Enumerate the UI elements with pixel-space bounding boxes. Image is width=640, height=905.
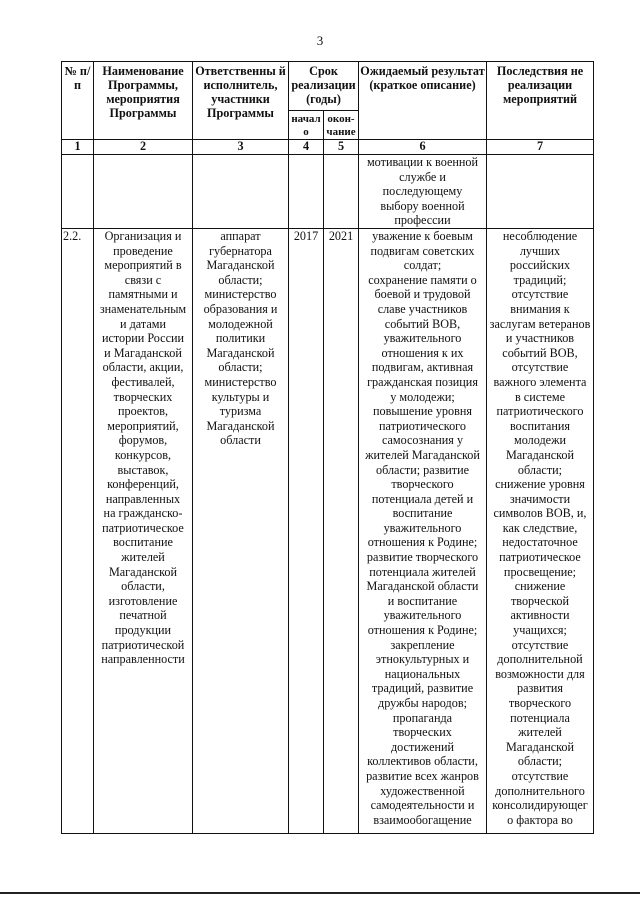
- cell-line: отсутствие: [511, 287, 569, 302]
- cell-line: патриотической: [101, 637, 185, 652]
- cell-line: творческих: [113, 389, 173, 404]
- header-period: Срок реализации (годы): [289, 62, 359, 111]
- cell-line: сохранение памяти о: [368, 272, 477, 287]
- cell-line: жителей: [518, 725, 562, 740]
- cell-line: художественной: [380, 783, 465, 798]
- cell-line: отсутствие: [511, 360, 569, 375]
- cell-line: конференций,: [107, 477, 179, 492]
- cell-line: мотивации к военной: [366, 155, 479, 169]
- cell-line: изготовление: [108, 593, 178, 608]
- cell-line: воспитания: [509, 418, 571, 433]
- cell-line: традиций;: [513, 272, 567, 287]
- header-name: Наименование Программы, мероприятия Программы: [94, 62, 193, 140]
- row-end: [324, 155, 359, 229]
- cell-line: патриотического: [379, 418, 466, 433]
- row-start: 2017: [289, 229, 324, 834]
- cell-line: фестивалей,: [111, 374, 175, 389]
- cell-line: мероприятий в: [104, 258, 182, 273]
- column-number: 6: [359, 140, 487, 155]
- cell-line: памятными и: [108, 287, 178, 302]
- cell-line: возможности для: [495, 666, 585, 681]
- cell-line: выбору военной: [380, 198, 465, 213]
- cell-line: направленных: [105, 491, 181, 506]
- row-responsible: [193, 155, 289, 229]
- cell-line: культуры и: [211, 389, 270, 404]
- cell-line: губернатора: [209, 243, 272, 258]
- page-number: 3: [316, 33, 324, 48]
- cell-line: области;: [517, 754, 563, 769]
- cell-line: активности: [510, 608, 570, 623]
- cell-line: жителей Магаданской: [365, 447, 480, 462]
- cell-line: туризма: [219, 404, 262, 419]
- cell-line: профессии: [394, 213, 451, 228]
- cell-line: потенциала жителей: [369, 564, 476, 579]
- cell-line: славе участников: [377, 301, 468, 316]
- cell-line: жителей: [121, 550, 165, 565]
- cell-line: просвещение;: [503, 564, 577, 579]
- header-expected: Ожидаемый результат (краткое описание): [359, 62, 487, 140]
- cell-line: отношения к Родине;: [367, 623, 478, 638]
- row-consequences: [487, 229, 594, 834]
- cell-line: заслугам ветеранов: [489, 316, 591, 331]
- cell-line: этнокультурных и: [375, 652, 470, 667]
- cell-line: связи с: [124, 272, 162, 287]
- cell-line: взаимообогащение: [373, 812, 472, 827]
- row-end: 2021: [324, 229, 359, 834]
- cell-line: Магаданской области: [366, 579, 479, 594]
- cell-line: подвигам советских: [370, 243, 475, 258]
- row-consequences: [487, 155, 594, 229]
- cell-line: области;: [218, 360, 263, 375]
- cell-line: знаменательным: [99, 301, 187, 316]
- cell-line: гражданская позиция: [367, 374, 478, 389]
- cell-line: молодежной: [208, 316, 273, 331]
- header-consequences: Последствия не реализации мероприятий: [487, 62, 594, 140]
- cell-line: Магаданской: [206, 345, 275, 360]
- cell-line: последующему: [382, 184, 463, 199]
- cell-line: в системе: [515, 389, 565, 404]
- cell-line: достижений: [390, 739, 455, 754]
- cell-line: дружбы народов;: [378, 696, 467, 710]
- cell-line: печатной: [119, 608, 167, 623]
- column-number: 3: [193, 140, 289, 155]
- cell-line: дополнительного: [495, 783, 585, 798]
- column-number: 1: [62, 140, 94, 155]
- cell-line: форумов,: [118, 433, 168, 448]
- row-expected: [359, 155, 487, 229]
- cell-line: патриотическое: [102, 520, 184, 535]
- cell-line: уважительного: [383, 331, 462, 346]
- cell-line: отсутствие: [511, 637, 569, 652]
- cell-line: истории России: [101, 331, 185, 346]
- cell-line: потенциала детей и: [371, 491, 474, 506]
- column-number: 7: [487, 140, 594, 155]
- cell-line: как следствие,: [502, 520, 578, 535]
- column-number: 2: [94, 140, 193, 155]
- cell-line: области;: [218, 272, 263, 287]
- cell-line: службе и: [399, 169, 446, 184]
- cell-line: министерство: [204, 287, 277, 302]
- table-row: [62, 155, 594, 229]
- column-number: 5: [324, 140, 359, 155]
- cell-line: конкурсов,: [114, 447, 172, 462]
- cell-line: снижение: [514, 579, 566, 594]
- cell-line: воспитание: [113, 535, 173, 550]
- cell-line: потенциала: [510, 710, 570, 725]
- cell-line: Магаданской: [505, 739, 575, 754]
- cell-line: повышение уровня: [372, 404, 473, 419]
- cell-line: творческой: [510, 593, 570, 608]
- cell-line: снижение уровня: [495, 477, 585, 492]
- cell-line: развитие творческого: [366, 550, 479, 565]
- cell-line: национальных: [384, 666, 461, 681]
- header-responsible: Ответственны й исполнитель, участники Программы: [193, 62, 289, 140]
- cell-line: закрепление: [390, 637, 455, 652]
- cell-line: Магаданской: [206, 258, 275, 273]
- cell-line: образования и: [203, 301, 278, 316]
- cell-line: Магаданской: [108, 564, 178, 579]
- cell-line: области: [220, 433, 261, 448]
- cell-line: событий ВОВ,: [384, 316, 461, 331]
- cell-line: и Магаданской: [104, 345, 182, 360]
- cell-line: уважительного: [383, 608, 462, 623]
- cell-line: Магаданской: [206, 418, 275, 433]
- cell-line: традиций, развитие: [371, 681, 474, 696]
- cell-line: и участников: [505, 331, 575, 346]
- cell-line: проведение: [113, 243, 173, 258]
- program-table: [61, 61, 594, 834]
- cell-line: о фактора во: [507, 812, 573, 827]
- column-numbers-row: [62, 140, 594, 155]
- cell-line: продукции: [114, 623, 172, 638]
- cell-line: коллективов области,: [367, 754, 478, 769]
- cell-line: недостаточное: [502, 535, 578, 550]
- row-responsible: [193, 229, 289, 834]
- cell-line: значимости: [509, 491, 571, 506]
- row-expected: [359, 229, 487, 834]
- cell-line: символов ВОВ, и,: [493, 506, 587, 521]
- header-end: окон-чание: [324, 111, 359, 140]
- header-start: начал о: [289, 111, 324, 140]
- cell-line: творческих: [393, 725, 452, 740]
- cell-line: молодежи: [513, 433, 567, 448]
- cell-line: министерство: [204, 374, 277, 389]
- cell-line: Магаданской: [505, 447, 575, 462]
- cell-line: Организация и: [104, 229, 182, 243]
- cell-line: на гражданско-: [103, 506, 183, 521]
- row-name: [94, 229, 193, 834]
- row-num: [62, 155, 94, 229]
- cell-line: воспитание: [392, 506, 453, 521]
- cell-line: уважительного: [383, 520, 462, 535]
- cell-line: консолидирующег: [492, 798, 588, 813]
- cell-line: самодеятельности и: [370, 798, 475, 813]
- cell-line: патриотического: [496, 404, 584, 419]
- cell-line: боевой и трудовой: [374, 287, 471, 302]
- table-row: [62, 229, 594, 834]
- cell-line: у молодежи;: [390, 389, 455, 404]
- cell-line: развитие всех жанров: [366, 768, 479, 783]
- cell-line: политики: [215, 331, 266, 346]
- cell-line: области, акции,: [102, 360, 184, 375]
- cell-line: развития: [516, 681, 564, 696]
- footer-rule: [0, 892, 640, 894]
- cell-line: событий ВОВ,: [502, 345, 578, 360]
- cell-line: самосознания у: [381, 433, 464, 448]
- cell-line: российских: [509, 258, 571, 273]
- row-name: [94, 155, 193, 229]
- cell-line: аппарат: [220, 229, 261, 243]
- cell-line: внимания к: [510, 301, 570, 316]
- row-num: 2.2.: [62, 229, 94, 834]
- cell-line: солдат;: [403, 258, 442, 273]
- cell-line: и датами: [120, 316, 166, 331]
- cell-line: дополнительной: [497, 652, 583, 667]
- row-start: [289, 155, 324, 229]
- cell-line: пропаганда: [392, 710, 453, 725]
- cell-line: лучших: [519, 243, 561, 258]
- cell-line: проектов,: [117, 404, 169, 419]
- cell-line: направленности: [101, 652, 185, 667]
- cell-line: творческого: [391, 477, 454, 492]
- cell-line: отношения к их: [381, 345, 464, 360]
- cell-line: области; развитие: [375, 462, 470, 477]
- cell-line: мероприятий,: [107, 418, 179, 433]
- cell-line: творческого: [508, 696, 572, 710]
- header-num: № п/п: [62, 62, 94, 140]
- cell-line: важного элемента: [493, 374, 587, 389]
- cell-line: области,: [121, 579, 165, 594]
- cell-line: отсутствие: [511, 768, 569, 783]
- cell-line: и воспитание: [387, 593, 458, 608]
- cell-line: патриотическое: [499, 550, 581, 565]
- column-number: 4: [289, 140, 324, 155]
- cell-line: уважение к боевым: [372, 229, 473, 243]
- cell-line: отношения к Родине;: [367, 535, 478, 550]
- cell-line: несоблюдение: [502, 229, 578, 243]
- cell-line: подвигам, активная: [371, 360, 474, 375]
- cell-line: области;: [517, 462, 563, 477]
- cell-line: учащихся;: [513, 623, 567, 638]
- cell-line: выставок,: [117, 462, 169, 477]
